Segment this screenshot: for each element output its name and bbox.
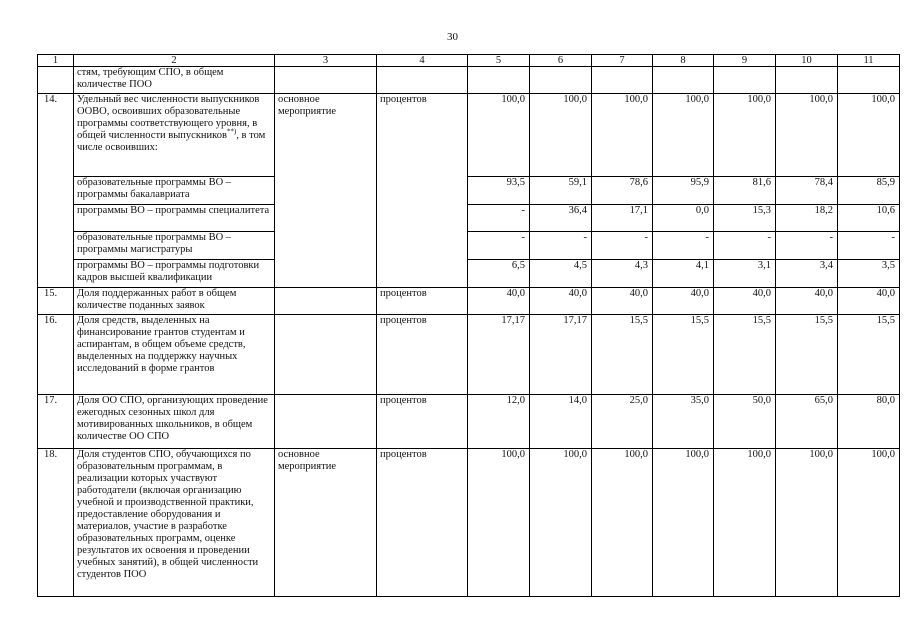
value-cell: - xyxy=(468,205,530,232)
value-cell: 15,5 xyxy=(776,315,838,395)
type-cell xyxy=(275,315,377,395)
table-row xyxy=(38,205,900,232)
value-cell: 40,0 xyxy=(592,288,653,315)
value-cell: 100,0 xyxy=(776,94,838,177)
row-number-cell xyxy=(38,177,74,205)
value-cell: 65,0 xyxy=(776,395,838,449)
value-cell: 100,0 xyxy=(653,449,714,597)
column-header-8: 8 xyxy=(653,55,714,67)
unit-cell: процентов xyxy=(377,449,468,597)
value-cell: - xyxy=(592,232,653,260)
row-number-cell: 18. xyxy=(38,449,74,597)
type-cell: основное мероприятие xyxy=(275,449,377,597)
unit-cell: процентов xyxy=(377,94,468,177)
indicator-name-cell: образовательные программы ВО – программы магистратуры xyxy=(74,232,275,260)
value-cell: 40,0 xyxy=(776,288,838,315)
value-cell: 40,0 xyxy=(653,288,714,315)
value-cell: 50,0 xyxy=(714,395,776,449)
indicator-name-cell xyxy=(74,94,275,177)
column-header-3: 3 xyxy=(275,55,377,67)
footnote-marker: **) xyxy=(226,127,237,136)
table-row xyxy=(38,288,900,315)
value-cell: 15,5 xyxy=(714,315,776,395)
type-cell xyxy=(275,288,377,315)
indicator-name-cell: Доля ОО СПО, организующих проведение ежегодных сезонных школ для мотивированных школьников, в общем количестве ОО СПО xyxy=(74,395,275,449)
value-cell: - xyxy=(714,232,776,260)
value-cell: 80,0 xyxy=(838,395,900,449)
unit-cell: процентов xyxy=(377,315,468,395)
table-row xyxy=(38,395,900,449)
table-row xyxy=(38,177,900,205)
value-cell: 100,0 xyxy=(530,94,592,177)
unit-cell xyxy=(377,177,468,205)
indicators-table xyxy=(37,54,900,597)
value-cell: 17,1 xyxy=(592,205,653,232)
type-cell xyxy=(275,177,377,205)
value-cell: 100,0 xyxy=(592,94,653,177)
value-cell: 85,9 xyxy=(838,177,900,205)
type-cell xyxy=(275,205,377,232)
row-number-cell xyxy=(38,67,74,94)
column-header-11: 11 xyxy=(838,55,900,67)
row-number-cell: 15. xyxy=(38,288,74,315)
indicator-name-cell: стям, требующим СПО, в общем количестве ПОО xyxy=(74,67,275,94)
value-cell: 100,0 xyxy=(530,449,592,597)
value-cell: 78,6 xyxy=(592,177,653,205)
value-cell: 100,0 xyxy=(838,449,900,597)
unit-cell xyxy=(377,232,468,260)
type-cell xyxy=(275,67,377,94)
value-cell: 15,5 xyxy=(653,315,714,395)
unit-cell: процентов xyxy=(377,395,468,449)
row-number-cell: 14. xyxy=(38,94,74,177)
indicator-name-cell: образовательные программы ВО – программы бакалавриата xyxy=(74,177,275,205)
table-row xyxy=(38,67,900,94)
table-body xyxy=(38,55,900,597)
unit-cell xyxy=(377,260,468,288)
value-cell: 18,2 xyxy=(776,205,838,232)
column-header-5: 5 xyxy=(468,55,530,67)
value-cell: 4,5 xyxy=(530,260,592,288)
value-cell: 95,9 xyxy=(653,177,714,205)
table-row xyxy=(38,315,900,395)
type-cell xyxy=(275,232,377,260)
value-cell: 4,1 xyxy=(653,260,714,288)
indicator-name: Удельный вес численности выпускников ООВО, освоивших образовательные программы соответствующего уровня, в общей численности выпускников xyxy=(77,94,260,141)
value-cell: 3,4 xyxy=(776,260,838,288)
table-row xyxy=(38,94,900,177)
value-cell: 100,0 xyxy=(776,449,838,597)
value-cell: 0,0 xyxy=(653,205,714,232)
value-cell: - xyxy=(653,232,714,260)
column-header-4: 4 xyxy=(377,55,468,67)
value-cell: 15,5 xyxy=(592,315,653,395)
value-cell: 100,0 xyxy=(714,94,776,177)
table-row xyxy=(38,449,900,597)
value-cell: 15,3 xyxy=(714,205,776,232)
value-cell: 10,6 xyxy=(838,205,900,232)
type-cell xyxy=(275,260,377,288)
value-cell: 15,5 xyxy=(838,315,900,395)
value-cell: - xyxy=(776,232,838,260)
column-header-9: 9 xyxy=(714,55,776,67)
unit-cell xyxy=(377,67,468,94)
value-cell: 35,0 xyxy=(653,395,714,449)
indicator-name-cell: Доля студентов СПО, обучающихся по образовательным программам, в реализации которых участвуют работодатели (включая организацию учебной и производственной практики, предоставление оборудования и материалов, участие в разработке образовательных программ, оценке результатов их освоения и проведении учебных занятий), в общей численности студентов ПОО xyxy=(74,449,275,597)
value-cell: - xyxy=(530,232,592,260)
value-cell: - xyxy=(468,232,530,260)
indicator-name-cell: Доля поддержанных работ в общем количестве поданных заявок xyxy=(74,288,275,315)
value-cell: 25,0 xyxy=(592,395,653,449)
indicator-name-tail: , в том числе освоивших: xyxy=(77,130,266,153)
unit-cell: процентов xyxy=(377,288,468,315)
value-cell: 40,0 xyxy=(714,288,776,315)
value-cell: 93,5 xyxy=(468,177,530,205)
column-header-7: 7 xyxy=(592,55,653,67)
value-cell: 3,5 xyxy=(838,260,900,288)
unit-cell xyxy=(377,205,468,232)
type-cell: основное мероприятие xyxy=(275,94,377,177)
value-cell: 12,0 xyxy=(468,395,530,449)
value-cell: 100,0 xyxy=(714,449,776,597)
row-number-cell xyxy=(38,260,74,288)
value-cell: 59,1 xyxy=(530,177,592,205)
column-header-2: 2 xyxy=(74,55,275,67)
value-cell: 6,5 xyxy=(468,260,530,288)
indicator-name-cell: Доля средств, выделенных на финансирование грантов студентам и аспирантам, в общем объеме средств, выделенных на поддержку научных исследований в форме грантов xyxy=(74,315,275,395)
column-header-1: 1 xyxy=(38,55,74,67)
value-cell: 100,0 xyxy=(592,449,653,597)
indicator-name-cell: программы ВО – программы специалитета xyxy=(74,205,275,232)
value-cell: - xyxy=(838,232,900,260)
page-number: 30 xyxy=(447,31,458,43)
value-cell: 100,0 xyxy=(468,449,530,597)
type-cell xyxy=(275,395,377,449)
value-cell: 40,0 xyxy=(838,288,900,315)
row-number-cell xyxy=(38,205,74,232)
column-header-10: 10 xyxy=(776,55,838,67)
value-cell: 40,0 xyxy=(468,288,530,315)
row-number-cell: 17. xyxy=(38,395,74,449)
column-header-6: 6 xyxy=(530,55,592,67)
header-row xyxy=(38,55,900,67)
value-cell: 36,4 xyxy=(530,205,592,232)
value-cell: 14,0 xyxy=(530,395,592,449)
table-row xyxy=(38,260,900,288)
value-cell: 17,17 xyxy=(530,315,592,395)
value-cell: 81,6 xyxy=(714,177,776,205)
value-cell: 4,3 xyxy=(592,260,653,288)
value-cell: 100,0 xyxy=(653,94,714,177)
indicator-name-cell: программы ВО – программы подготовки кадров высшей квалификации xyxy=(74,260,275,288)
value-cell: 100,0 xyxy=(838,94,900,177)
value-cell: 40,0 xyxy=(530,288,592,315)
row-number-cell: 16. xyxy=(38,315,74,395)
row-number-cell xyxy=(38,232,74,260)
value-cell: 17,17 xyxy=(468,315,530,395)
value-cell: 100,0 xyxy=(468,94,530,177)
value-cell: 78,4 xyxy=(776,177,838,205)
table-row xyxy=(38,232,900,260)
value-cell: 3,1 xyxy=(714,260,776,288)
